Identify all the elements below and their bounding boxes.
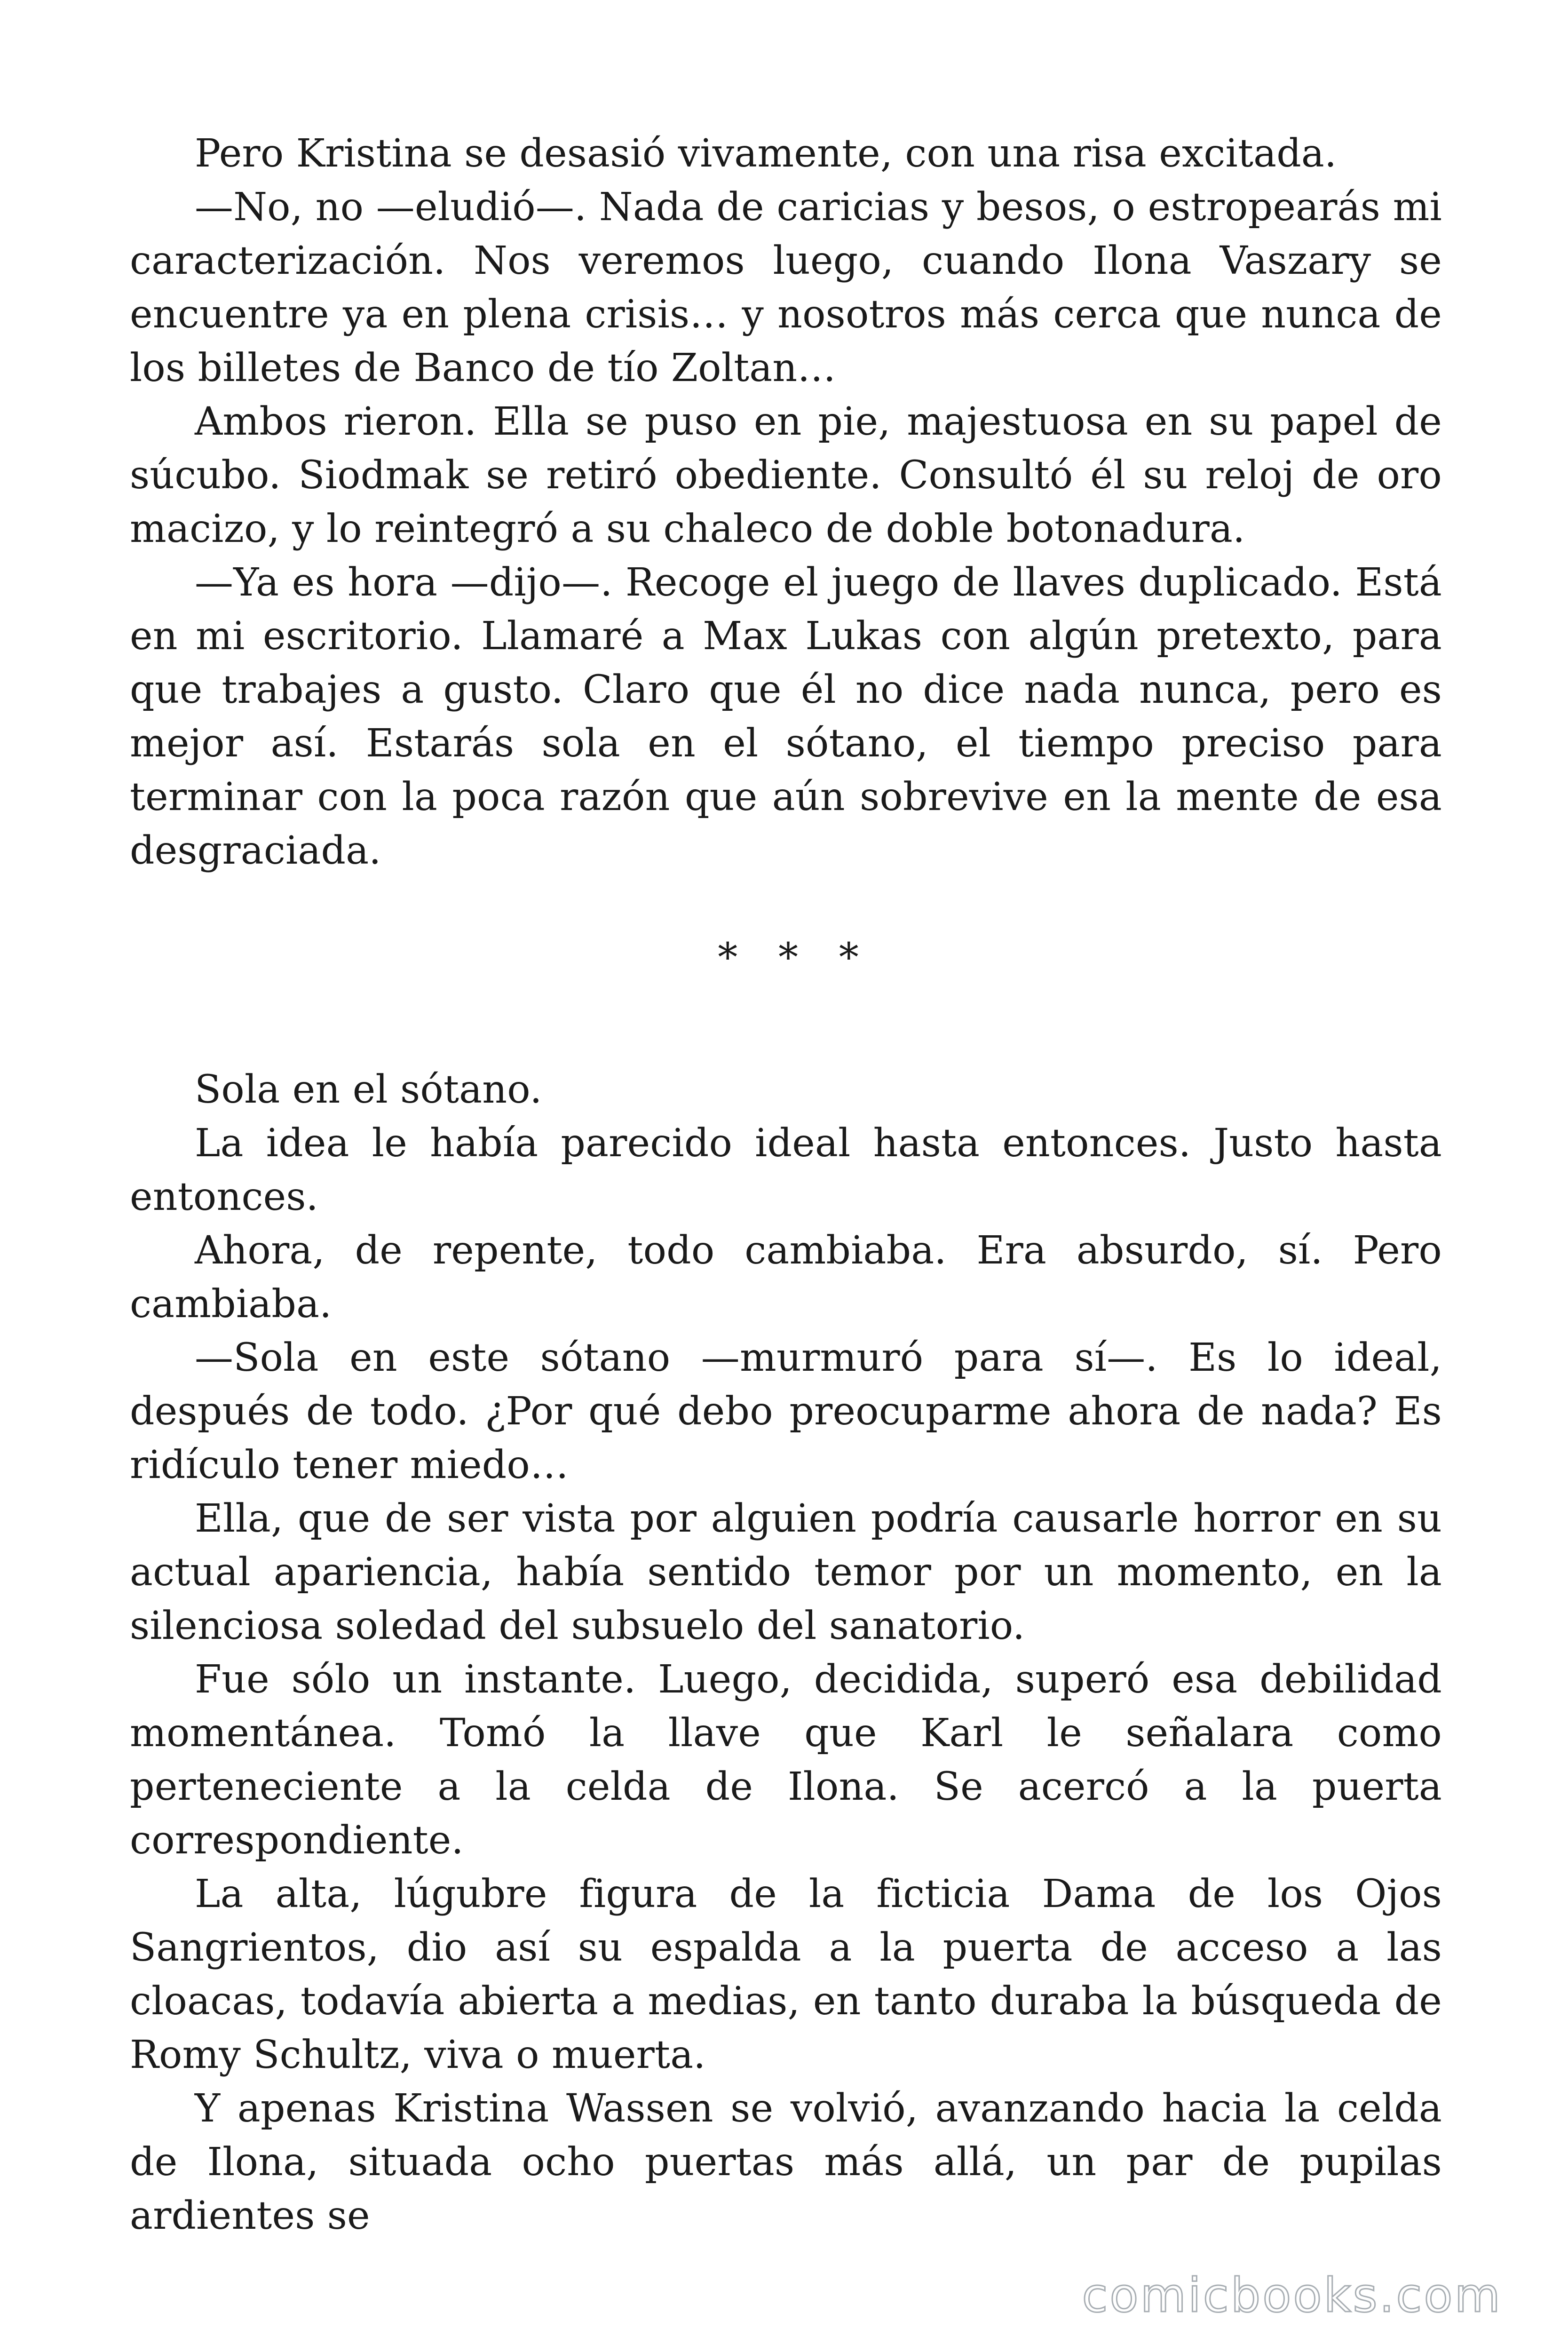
paragraph: —Ya es hora —dijo—. Recoge el juego de llaves duplicado. Está en mi escritorio. Llamaré a Max Lukas con algún pretexto, para que trabajes a gusto. Claro que él no dice nada nunca, pero es mejor así. Estarás sola en el sótano, el tiempo preciso para terminar con la poca razón que aún sobrevive en la mente de esa desgraciada. (130, 560, 1442, 873)
section-break: * * * (718, 934, 873, 980)
paragraph: Y apenas Kristina Wassen se volvió, avanzando hacia la celda de Ilona, situada ocho puertas más allá, un par de pupilas ardientes se (130, 2086, 1442, 2238)
paragraph: Pero Kristina se desasió vivamente, con una risa excitada. (195, 131, 1337, 176)
book-page (130, 127, 1442, 2243)
paragraph: La alta, lúgubre figura de la ficticia Dama de los Ojos Sangrientos, dio así su espalda a la puerta de acceso a las cloacas, todavía abierta a medias, en tanto duraba la búsqueda de Romy Schultz, viva o muerta. (130, 1872, 1442, 2077)
paragraph: Fue sólo un instante. Luego, decidida, superó esa debilidad momentánea. Tomó la llave que Karl le señalara como perteneciente a la celda de Ilona. Se acercó a la puerta correspondiente. (130, 1657, 1442, 1863)
paragraph: Ahora, de repente, todo cambiaba. Era absurdo, sí. Pero cambiaba. (130, 1228, 1442, 1327)
paragraph: Sola en el sótano. (195, 1067, 542, 1112)
paragraph: La idea le había parecido ideal hasta entonces. Justo hasta entonces. (130, 1121, 1442, 1219)
paragraph: —No, no —eludió—. Nada de caricias y besos, o estropearás mi caracterización. Nos veremos luego, cuando Ilona Vaszary se encuentre ya en plena crisis… y nosotros más cerca que nunca de los billetes de Banco de tío Zoltan… (130, 185, 1442, 390)
paragraph: Ella, que de ser vista por alguien podría causarle horror en su actual apariencia, había sentido temor por un momento, en la silenciosa soledad del subsuelo del sanatorio. (130, 1496, 1442, 1648)
paragraph: Ambos rieron. Ella se puso en pie, majestuosa en su papel de súcubo. Siodmak se retiró obediente. Consultó él su reloj de oro macizo, y lo reintegró a su chaleco de doble botonadura. (130, 399, 1442, 551)
paragraph: —Sola en este sótano —murmuró para sí—. Es lo ideal, después de todo. ¿Por qué debo preocuparme ahora de nada? Es ridículo tener miedo… (130, 1335, 1442, 1487)
watermark: comicbooks.com (1082, 2268, 1502, 2323)
